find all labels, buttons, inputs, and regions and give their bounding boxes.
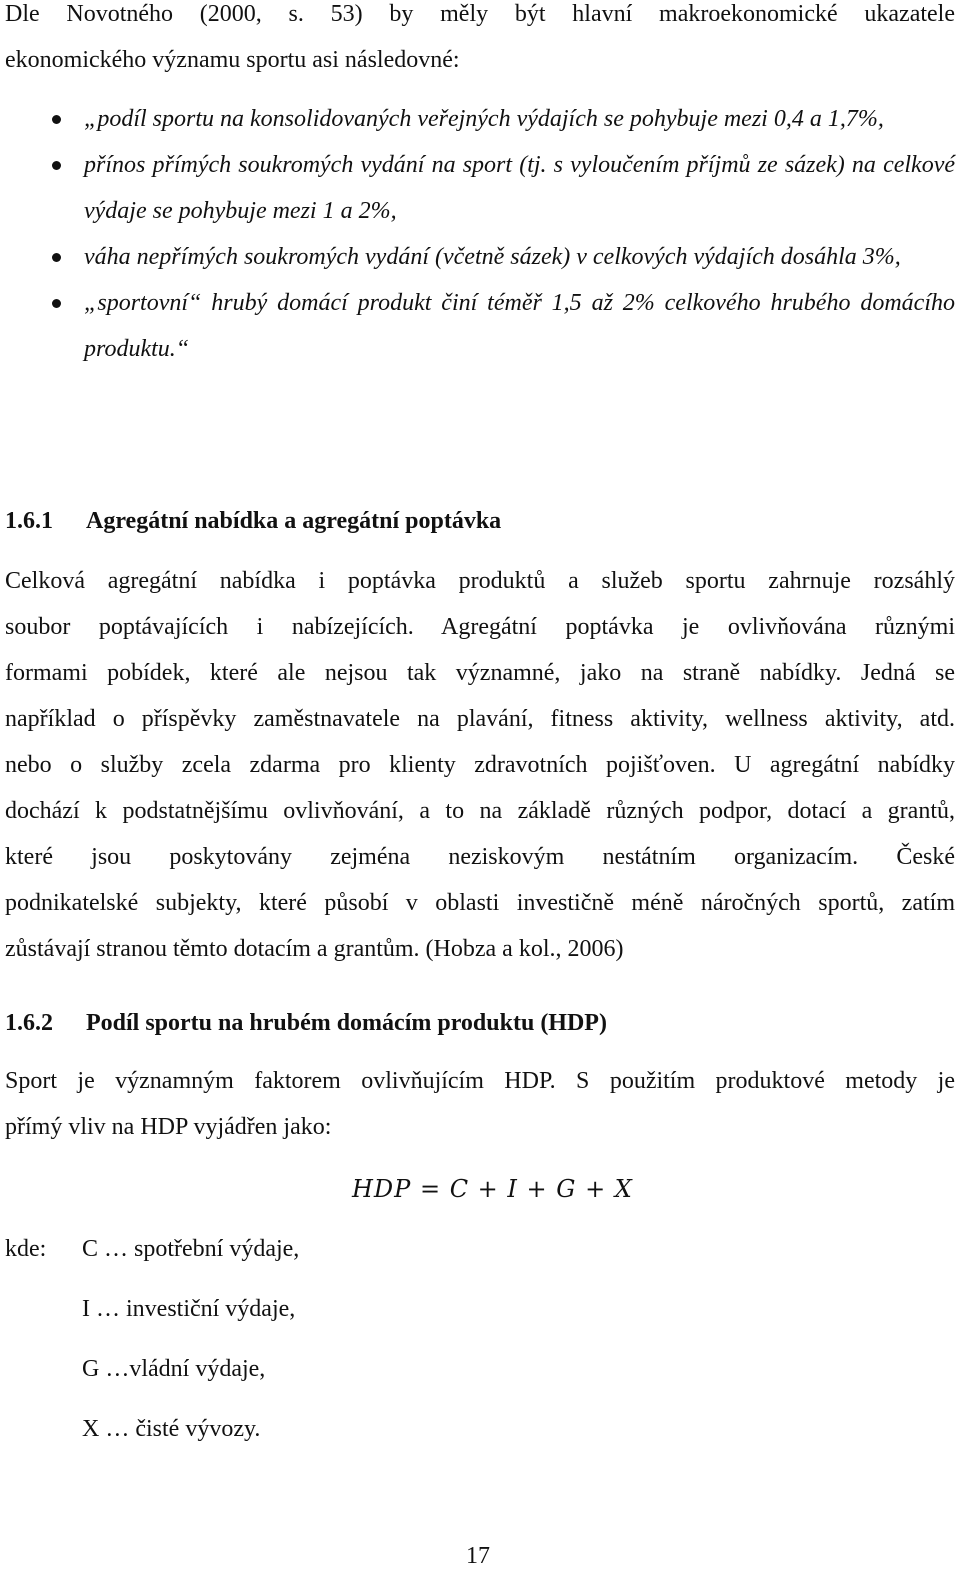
paragraph-line: které jsou poskytovány zejména neziskovým nestátním organizacím. České xyxy=(5,844,955,870)
section-paragraph xyxy=(5,558,955,972)
intro-line-1: Dle Novotného (2000, s. 53) by měly být hlavní makroekonomické ukazatele xyxy=(5,1,955,27)
list-item xyxy=(0,96,960,142)
bullet-icon xyxy=(52,299,61,308)
paragraph-line: formami pobídek, které ale nejsou tak významné, jako na straně nabídky. Jedná se xyxy=(5,660,955,686)
paragraph-line: Sport je významným faktorem ovlivňujícím HDP. S použitím produktové metody je xyxy=(5,1068,955,1094)
section-paragraph xyxy=(5,1058,955,1150)
paragraph-line: podnikatelské subjekty, které působí v oblasti investičně méně náročných sportů, zatím xyxy=(5,890,955,916)
section-title: Podíl sportu na hrubém domácím produktu (HDP) xyxy=(86,1010,607,1036)
legend-item: X … čisté vývozy. xyxy=(82,1416,261,1442)
list-item-text: „sportovní“ hrubý domácí produkt činí téměř 1,5 až 2% celkového hrubého domácího produktu.“ xyxy=(84,290,955,362)
section-number: 1.6.2 xyxy=(5,1010,53,1036)
formula-legend xyxy=(82,1226,299,1466)
list-item-text: „podíl sportu na konsolidovaných veřejných výdajích se pohybuje mezi 0,4 a 1,7%, xyxy=(84,106,884,132)
list-item xyxy=(0,142,960,234)
bullet-icon xyxy=(52,161,61,170)
hdp-formula: HDP = C + I + G + X xyxy=(352,1175,633,1203)
bullet-icon xyxy=(52,253,61,262)
section-heading xyxy=(5,498,501,544)
legend-item: G …vládní výdaje, xyxy=(82,1356,266,1382)
bullet-icon xyxy=(52,115,61,124)
intro-paragraph xyxy=(5,0,955,83)
section-number: 1.6.1 xyxy=(5,508,53,534)
indicator-list xyxy=(0,96,960,372)
list-item xyxy=(0,234,960,280)
paragraph-line: soubor poptávajících i nabízejících. Agregátní poptávka je ovlivňována různými xyxy=(5,614,955,640)
where-label: kde: xyxy=(5,1236,47,1262)
intro-line-2: ekonomického významu sportu asi následovné: xyxy=(5,47,460,73)
page-number: 17 xyxy=(466,1543,490,1569)
paragraph-line: například o příspěvky zaměstnavatele na plavání, fitness aktivity, wellness aktivity, atd. xyxy=(5,706,955,732)
list-item-text: přínos přímých soukromých vydání na sport (tj. s vyloučením příjmů ze sázek) na celkové výdaje se pohybuje mezi 1 a 2%, xyxy=(84,152,955,224)
paragraph-line: zůstávají stranou těmto dotacím a grantům. (Hobza a kol., 2006) xyxy=(5,936,624,962)
paragraph-line: nebo o služby zcela zdarma pro klienty zdravotních pojišťoven. U agregátní nabídky xyxy=(5,752,955,778)
list-item xyxy=(0,280,960,372)
section-title: Agregátní nabídka a agregátní poptávka xyxy=(86,508,502,534)
paragraph-line: dochází k podstatnějšímu ovlivňování, a to na základě různých podpor, dotací a grantů, xyxy=(5,798,955,824)
section-heading xyxy=(5,1000,607,1046)
legend-item: C … spotřební výdaje, xyxy=(82,1236,300,1262)
legend-item: I … investiční výdaje, xyxy=(82,1296,296,1322)
paragraph-line: přímý vliv na HDP vyjádřen jako: xyxy=(5,1114,332,1140)
paragraph-line: Celková agregátní nabídka i poptávka produktů a služeb sportu zahrnuje rozsáhlý xyxy=(5,568,955,594)
list-item-text: váha nepřímých soukromých vydání (včetně sázek) v celkových výdajích dosáhla 3%, xyxy=(84,244,901,270)
